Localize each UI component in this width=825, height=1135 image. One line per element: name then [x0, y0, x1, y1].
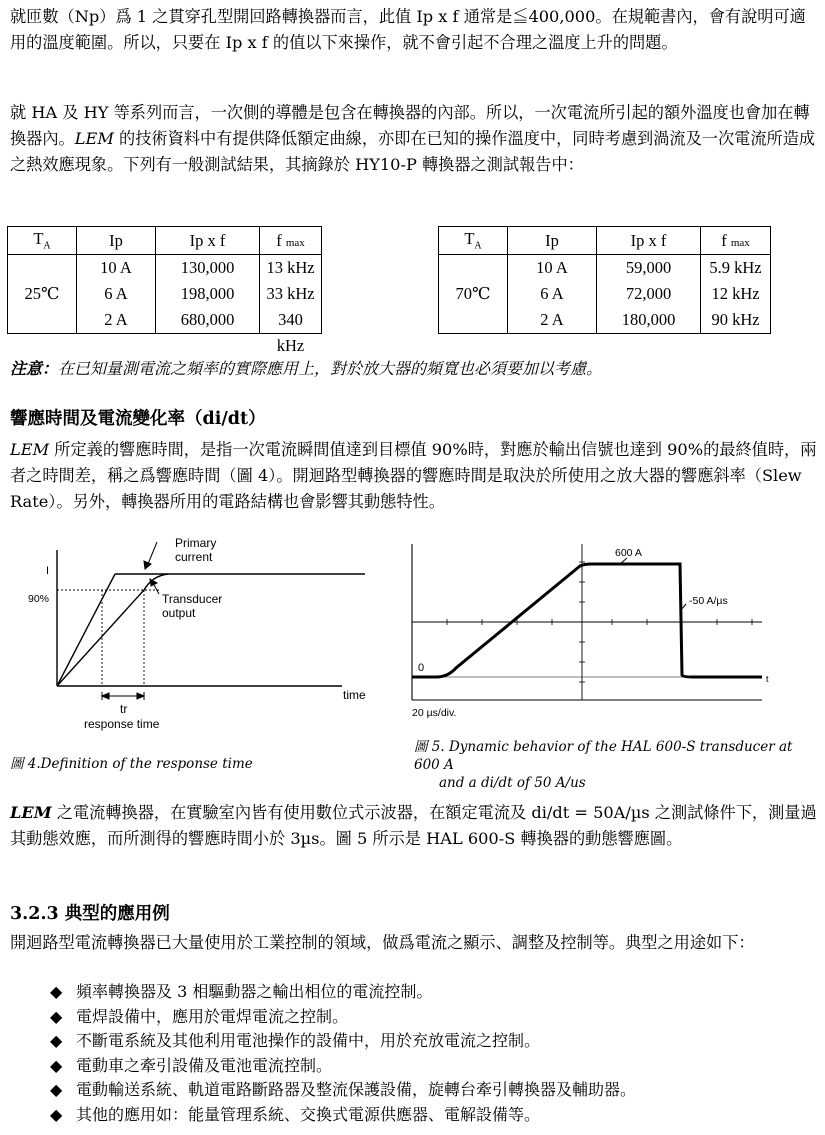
- temp-cell: 25℃: [8, 255, 77, 334]
- diamond-bullet-icon: ◆: [50, 1055, 63, 1075]
- header-ta: $T_A$: [439, 227, 508, 255]
- brand-lem: LEM: [10, 803, 52, 822]
- response-time-label: response time: [84, 717, 160, 731]
- primary-pointer: [148, 542, 157, 564]
- paragraph-3: [10, 437, 818, 515]
- test-table-25c: [7, 226, 322, 355]
- y-axis-label: I: [46, 565, 50, 577]
- brand-lem: LEM: [10, 440, 50, 459]
- heading-section-3-2-3: 3.2.3 典型的應用例: [10, 904, 170, 924]
- diamond-bullet-icon: ◆: [50, 1031, 63, 1050]
- time-division-label: 20 µs/div.: [412, 707, 457, 719]
- current-label: current: [175, 550, 213, 564]
- note-text: 在已知量測電流之頻率的實際應用上，對於放大器的頻寬也必須要加以考慮。: [58, 359, 603, 378]
- note-label: 注意：: [10, 359, 59, 378]
- test-table-70c: [438, 226, 771, 334]
- figure-5-caption-line-1: 圖 5. Dynamic behavior of the HAL 600-S transducer at 600 A: [414, 739, 793, 773]
- paragraph-1: 就匝數（Np）爲 1 之貫穿孔型開回路轉換器而言，此值 Ip x f 通常是≦400,000。在規範書內，會有說明可適用的溫度範圍。所以，只要在 Ip x f 的值以下來操作，就不會引起不合理之溫度上升的問題。: [10, 7, 806, 52]
- diamond-bullet-icon: ◆: [50, 982, 63, 1001]
- header-ip: Ip: [77, 227, 156, 255]
- application-list: [50, 980, 636, 1127]
- tr-label: tr: [120, 702, 128, 716]
- transducer-output-curve: [57, 574, 168, 686]
- tr-arrow-right: [137, 693, 144, 699]
- paragraph-2-lead: 就 HA 及 HY 等系列而言，一次側的導體是包含在轉換器的內部。所以，一次電流所引起的額外溫度也會加在轉換器內。: [10, 103, 810, 148]
- figure-5-caption: [414, 738, 814, 792]
- slope-label: -50 A/µs: [689, 595, 728, 607]
- t-label: t: [766, 674, 769, 684]
- header-fmax: f max: [260, 227, 322, 255]
- figure-5-caption-line-2: and a di/dt of 50 A/us: [439, 775, 586, 791]
- header-ta: $T_A$: [8, 227, 77, 255]
- figure-4-diagram: [20, 528, 390, 738]
- primary-current-rise: [57, 574, 115, 686]
- note: [10, 356, 602, 379]
- heading-response-time: 響應時間及電流變化率（di/dt）: [10, 409, 266, 429]
- paragraph-5: 開迴路型電流轉換器已大量使用於工業控制的領域，做爲電流之顯示、調整及控制等。典型之用途如下：: [10, 933, 755, 952]
- output-label: output: [162, 606, 196, 620]
- diamond-bullet-icon: ◆: [50, 1006, 63, 1026]
- list-item: ◆ 其他的應用如：能量管理系統、交換式電源供應器、電解設備等。: [50, 1103, 636, 1128]
- brand-lem: LEM: [74, 129, 114, 148]
- primary-label: Primary: [175, 536, 217, 550]
- current-waveform: [412, 564, 762, 677]
- ipxf-cell: 59,000 72,000 180,000: [597, 255, 701, 334]
- figure-5-oscilloscope: [400, 530, 780, 728]
- ip-cell: 10 A 6 A 2 A: [77, 255, 156, 334]
- list-item: ◆ 頻率轉換器及 3 相驅動器之輸出相位的電流控制。: [50, 980, 636, 1005]
- list-item: ◆ 電動車之牽引設備及電池電流控制。: [50, 1054, 636, 1079]
- figure-4-caption: 圖 4.Definition of the response time: [10, 756, 253, 772]
- tr-arrow-left: [102, 693, 109, 699]
- transducer-label: Transducer: [162, 592, 223, 606]
- paragraph-2: [10, 100, 818, 178]
- header-ip: Ip: [508, 227, 597, 255]
- header-ipxf: Ip x f: [597, 227, 701, 255]
- list-item: ◆ 不斷電系統及其他利用電池操作的設備中，用於充放電流之控制。: [50, 1029, 636, 1054]
- paragraph-2-rest: 的技術資料中有提供降低額定曲線，亦即在已知的操作溫度中，同時考慮到渦流及一次電流所造成之熱效應現象。下列有一般測試結果，其摘錄於 HY10-P 轉換器之測試報告中：: [10, 129, 816, 174]
- zero-label: 0: [418, 662, 425, 674]
- ip-cell: 10 A 6 A 2 A: [508, 255, 597, 334]
- diamond-bullet-icon: ◆: [50, 1080, 63, 1099]
- fmax-cell: 5.9 kHz 12 kHz 90 kHz: [701, 255, 771, 334]
- temp-cell: 70℃: [439, 255, 508, 334]
- time-label: time: [343, 688, 366, 702]
- fmax-cell: 13 kHz 33 kHz 340 kHz: [260, 255, 322, 334]
- paragraph-4-text: 之電流轉換器，在實驗室內皆有使用數位式示波器，在額定電流及 di/dt = 50A/µs 之測試條件下，測量過其動態效應，而所測得的響應時間小於 3µs。圖 5 所示是 HAL 600-S 轉換器的動態響應圖。: [10, 803, 817, 848]
- list-item: ◆ 電動輸送系統、軌道電路斷路器及整流保護設備，旋轉台牽引轉換器及輔助器。: [50, 1078, 636, 1103]
- ipxf-cell: 130,000 198,000 680,000: [156, 255, 260, 334]
- paragraph-4: [10, 800, 818, 852]
- header-ipxf: Ip x f: [156, 227, 260, 255]
- list-item: ◆ 電焊設備中，應用於電焊電流之控制。: [50, 1005, 636, 1030]
- paragraph-3-text: 所定義的響應時間，是指一次電流瞬間值達到目標值 90%時，對應於輸出信號也達到 90%的最終值時，兩者之時間差，稱之爲響應時間（圖 4）。開迴路型轉換器的響應時間是取決於所使用之放大器的響應斜率（Slew Rate）。另外，轉換器所用的電路結構也會影響其動態特性。: [10, 440, 817, 511]
- diamond-bullet-icon: ◆: [50, 1104, 63, 1124]
- peak-label: 600 A: [615, 547, 642, 559]
- header-fmax: f max: [701, 227, 771, 255]
- ninety-percent-label: 90%: [28, 593, 50, 605]
